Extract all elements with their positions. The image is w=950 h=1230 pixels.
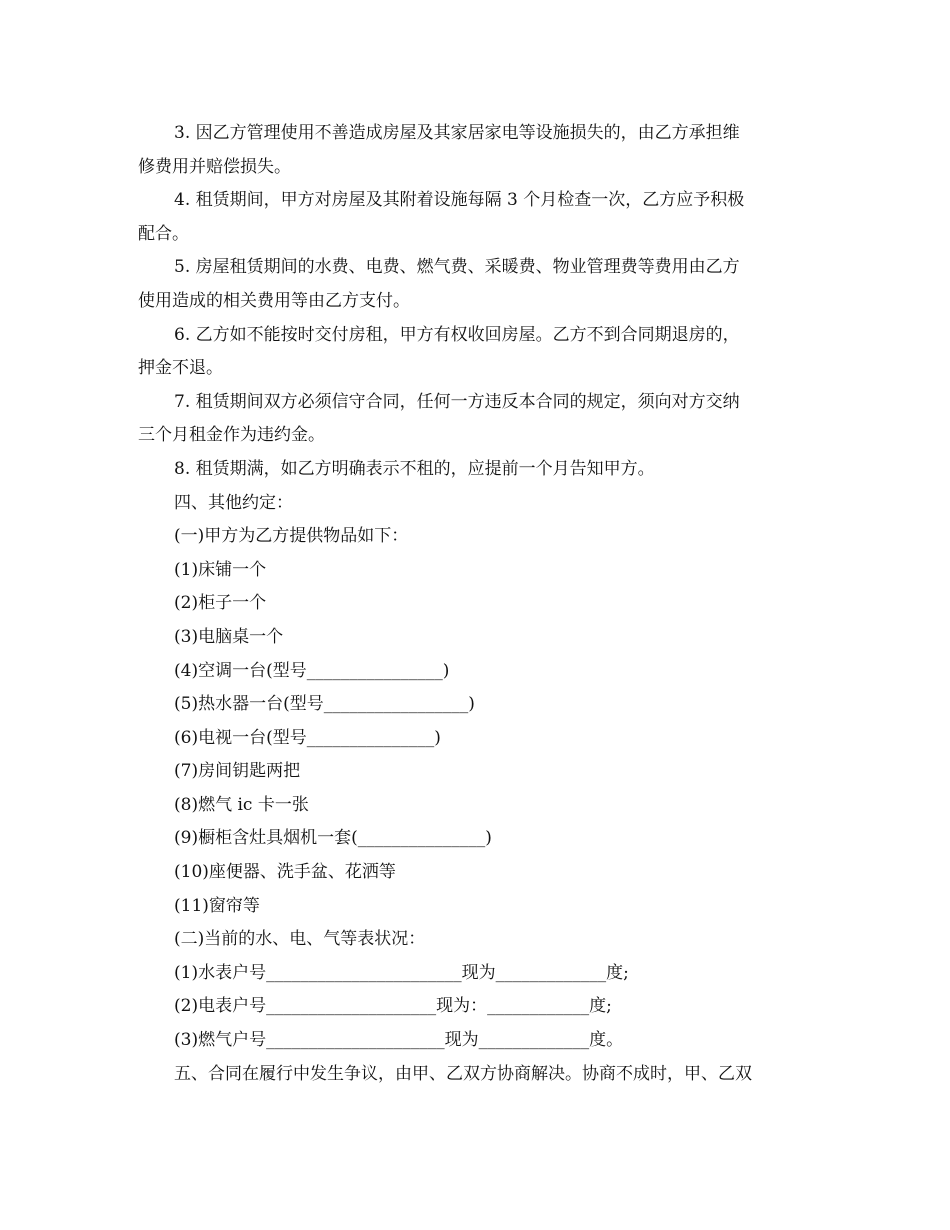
text-line: 使用造成的相关费用等由乙方支付。 bbox=[138, 290, 410, 311]
text-line: 5. 房屋租赁期间的水费、电费、燃气费、采暖费、物业管理费等费用由乙方 bbox=[174, 257, 740, 278]
text-line: (5)热水器一台(型号_________________) bbox=[174, 694, 475, 715]
text-line: (3)电脑桌一个 bbox=[174, 626, 284, 647]
text-line: (1)床铺一个 bbox=[174, 559, 267, 580]
text-line: (2)柜子一个 bbox=[174, 593, 267, 614]
text-line: (2)电表户号____________________现为：____________度; bbox=[174, 996, 612, 1017]
text-line: 修费用并赔偿损失。 bbox=[138, 156, 291, 177]
text-line: 7. 租赁期间双方必须信守合同，任何一方违反本合同的规定，须向对方交纳 bbox=[174, 391, 740, 412]
text-line: (1)水表户号_______________________现为_____________度; bbox=[174, 962, 629, 983]
text-line: 五、合同在履行中发生争议，由甲、乙双方协商解决。协商不成时，甲、乙双 bbox=[174, 1063, 752, 1084]
text-line: (一)甲方为乙方提供物品如下： bbox=[174, 526, 409, 547]
text-line: (8)燃气 ic 卡一张 bbox=[174, 794, 309, 815]
text-line: 6. 乙方如不能按时交付房租，甲方有权收回房屋。乙方不到合同期退房的， bbox=[174, 324, 740, 345]
text-line: 四、其他约定： bbox=[174, 492, 293, 513]
text-line: (4)空调一台(型号________________) bbox=[174, 660, 450, 681]
document-body bbox=[138, 117, 818, 1091]
text-line: (11)窗帘等 bbox=[174, 895, 260, 916]
text-line: (6)电视一台(型号_______________) bbox=[174, 727, 441, 748]
text-line: 3. 因乙方管理使用不善造成房屋及其家居家电等设施损失的，由乙方承担维 bbox=[174, 123, 740, 143]
text-line: (二)当前的水、电、气等表状况： bbox=[174, 929, 426, 950]
text-line: (3)燃气户号_____________________现为_____________度。 bbox=[174, 1030, 624, 1051]
text-line: (9)橱柜含灶具烟机一套(_______________) bbox=[174, 828, 492, 849]
text-line: (10)座便器、洗手盆、花洒等 bbox=[174, 862, 396, 883]
text-line: 配合。 bbox=[138, 223, 189, 244]
text-line: 三个月租金作为违约金。 bbox=[138, 425, 325, 446]
text-line: 8. 租赁期满，如乙方明确表示不租的，应提前一个月告知甲方。 bbox=[174, 458, 655, 479]
text-line: 4. 租赁期间，甲方对房屋及其附着设施每隔 3 个月检查一次，乙方应予积极 bbox=[174, 190, 745, 211]
text-line: 押金不退。 bbox=[138, 358, 223, 379]
text-line: (7)房间钥匙两把 bbox=[174, 761, 301, 782]
